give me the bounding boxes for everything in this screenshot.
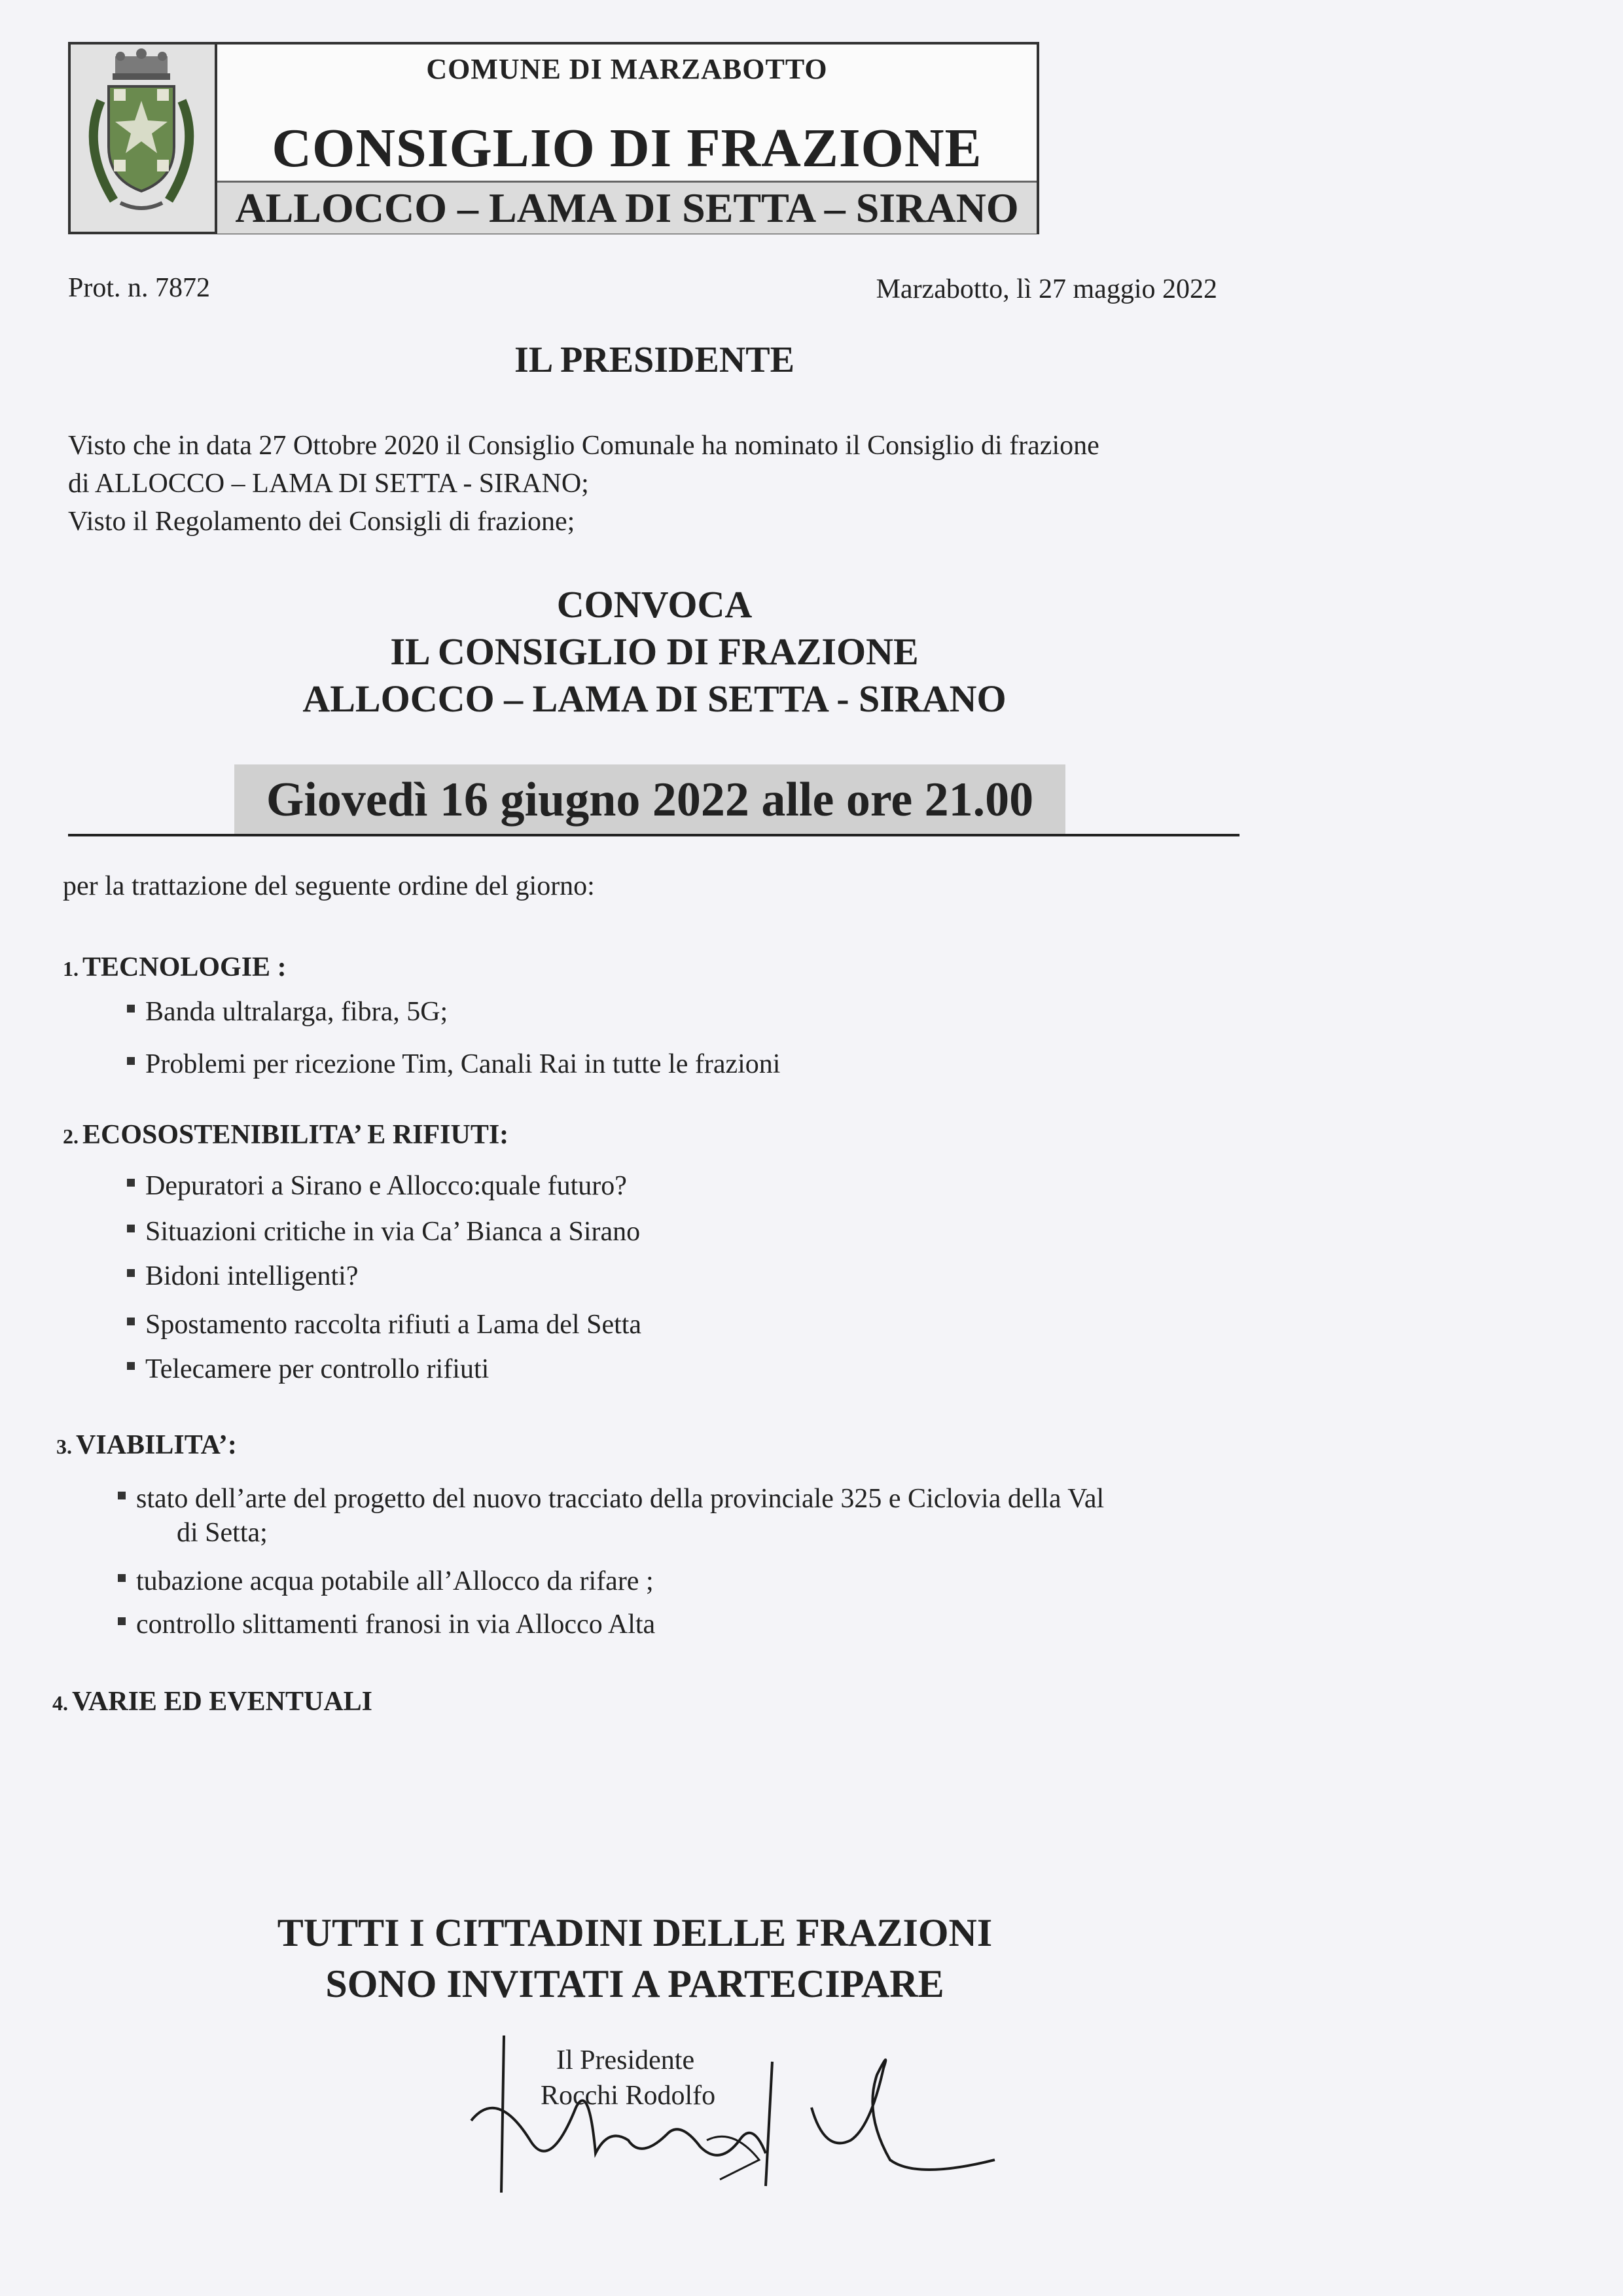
agenda-item: Problemi per ricezione Tim, Canali Rai in tutte le frazioni xyxy=(127,1046,780,1083)
agenda-item: Spostamento raccolta rifiuti a Lama del Setta xyxy=(127,1306,641,1343)
bullet-icon xyxy=(118,1492,126,1499)
council-subtitle: ALLOCCO – LAMA DI SETTA – SIRANO xyxy=(217,181,1037,234)
intro-paragraph xyxy=(68,427,1311,541)
intro-line: Visto il Regolamento dei Consigli di frazione; xyxy=(68,507,575,537)
agenda-item-continuation: di Setta; xyxy=(177,1518,268,1548)
handwritten-signature xyxy=(458,2009,1021,2222)
agenda-section-title xyxy=(56,1429,237,1461)
agenda-section-title xyxy=(52,1686,372,1717)
agenda-item: controllo slittamenti franosi in via Allocco Alta xyxy=(118,1606,655,1643)
agenda-item: Bidoni intelligenti? xyxy=(127,1258,358,1295)
agenda-item: tubazione acqua potabile all’Allocco da rifare ; xyxy=(118,1563,654,1600)
agenda-item: Depuratori a Sirano e Allocco:quale futuro? xyxy=(127,1168,627,1204)
municipality-name: COMUNE DI MARZABOTTO xyxy=(426,53,828,85)
agenda-item: stato dell’arte del progetto del nuovo tracciato della provinciale 325 e Ciclovia della Val xyxy=(118,1480,1104,1517)
agenda-intro: per la trattazione del seguente ordine del giorno: xyxy=(63,871,595,901)
bullet-icon xyxy=(127,1005,135,1013)
president-heading: IL PRESIDENTE xyxy=(514,340,794,380)
agenda-section-number: 4. xyxy=(52,1691,68,1715)
signatory-title: Il Presidente xyxy=(556,2045,695,2075)
bullet-icon xyxy=(118,1574,126,1582)
agenda-section-title xyxy=(63,952,287,983)
divider-rule xyxy=(68,834,1240,836)
agenda-item: Situazioni critiche in via Ca’ Bianca a Sirano xyxy=(127,1213,640,1250)
agenda-item: Banda ultralarga, fibra, 5G; xyxy=(127,994,448,1030)
council-title: CONSIGLIO DI FRAZIONE xyxy=(272,118,982,179)
bullet-icon xyxy=(127,1179,135,1187)
agenda-section-number: 1. xyxy=(63,957,79,980)
closing-line: TUTTI I CITTADINI DELLE FRAZIONI xyxy=(277,1911,993,1954)
convocation-heading xyxy=(0,581,1309,723)
protocol-number: Prot. n. 7872 xyxy=(68,273,211,303)
signatory-name: Rocchi Rodolfo xyxy=(541,2081,716,2111)
header-text xyxy=(217,45,1037,232)
header-box xyxy=(68,42,1039,234)
place-and-date: Marzabotto, lì 27 maggio 2022 xyxy=(876,274,1217,304)
closing-invitation xyxy=(0,1907,1270,2009)
agenda-section-label: VIABILITA’: xyxy=(76,1430,237,1460)
intro-line: Visto che in data 27 Ottobre 2020 il Consiglio Comunale ha nominato il Consiglio di frazione xyxy=(68,431,1099,461)
bullet-icon xyxy=(127,1269,135,1277)
agenda-section-number: 2. xyxy=(63,1124,79,1148)
convoca-line: ALLOCCO – LAMA DI SETTA - SIRANO xyxy=(302,677,1007,720)
municipal-crest-logo xyxy=(71,45,217,232)
bullet-icon xyxy=(127,1225,135,1232)
agenda-section-label: VARIE ED EVENTUALI xyxy=(72,1687,373,1717)
agenda-item: Telecamere per controllo rifiuti xyxy=(127,1351,489,1388)
closing-line: SONO INVITATI A PARTECIPARE xyxy=(325,1962,944,2005)
bullet-icon xyxy=(127,1057,135,1065)
bullet-icon xyxy=(127,1318,135,1325)
meeting-date: Giovedì 16 giugno 2022 alle ore 21.00 xyxy=(266,773,1034,827)
agenda-section-title xyxy=(63,1119,508,1151)
bullet-icon xyxy=(118,1617,126,1625)
agenda-section-number: 3. xyxy=(56,1435,72,1458)
convoca-line: IL CONSIGLIO DI FRAZIONE xyxy=(390,630,919,673)
agenda-section-label: ECOSOSTENIBILITA’ E RIFIUTI: xyxy=(82,1120,509,1150)
convoca-line: CONVOCA xyxy=(556,583,753,626)
bullet-icon xyxy=(127,1362,135,1370)
agenda-section-label: TECNOLOGIE : xyxy=(82,952,287,982)
intro-line: di ALLOCCO – LAMA DI SETTA - SIRANO; xyxy=(68,469,589,499)
